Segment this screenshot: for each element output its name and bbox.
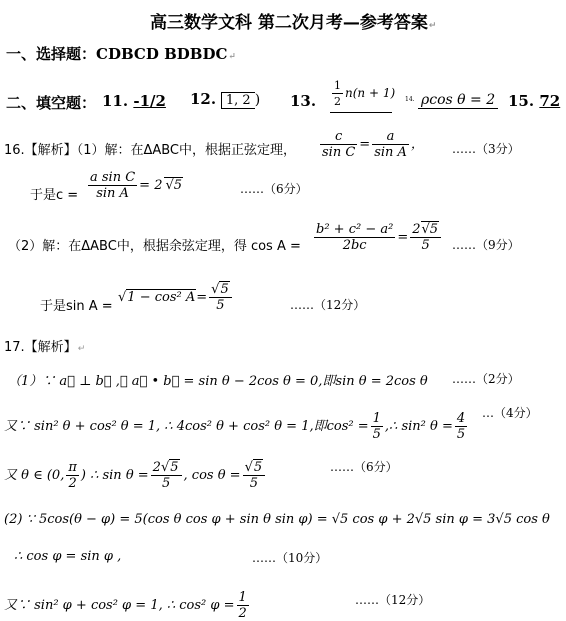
p17-l2-frac1 (371, 411, 383, 442)
p17-l3-pi-num: π (68, 460, 77, 475)
sine-frac-1 (320, 129, 357, 160)
p17-l3-frac2-den: 5 (249, 476, 258, 491)
p16-sine-law (318, 129, 424, 160)
p17-l6-frac (237, 590, 249, 621)
q13-tail: n(n + 1) (345, 86, 396, 100)
p17-l3-b: ) ∴ sin θ = (80, 468, 149, 483)
p17-line4 (4, 512, 550, 527)
p16-l2-text: 于是c = (30, 188, 79, 203)
q14-answer: ρcos θ = 2 (421, 92, 496, 108)
sine-frac-2 (372, 129, 409, 160)
p17-l2-a: 又∵ sin² θ + cos² θ = 1, ∴ 4cos² θ + cos² θ = 1,即cos² = (4, 419, 369, 434)
section-fill (6, 92, 96, 113)
cos-frac-2-num-a: 2 (412, 222, 421, 237)
p16-cos-value (312, 222, 443, 253)
sin-sqrt: 1 − cos² A (127, 290, 196, 305)
p16-score-3: ……（3分） (452, 142, 520, 156)
p17-score-10: ……（10分） (252, 551, 328, 565)
cos-frac (314, 222, 395, 253)
cos-eq: = (397, 230, 409, 245)
page-title (150, 8, 436, 33)
sine-eq: = (359, 137, 371, 152)
p16-line1 (4, 139, 296, 158)
p17-l3-c: , cos θ = (183, 468, 241, 483)
p16-l1-text: （1）解：在ΔABC中，根据正弦定理， (76, 143, 297, 158)
p17-score-2: ……（2分） (452, 372, 520, 386)
q13-answer (330, 78, 396, 113)
sin-eq: = (196, 290, 208, 305)
p17-line1 (8, 370, 428, 389)
p17-line3 (4, 460, 267, 491)
q12-answer: 1, 2 (221, 92, 255, 109)
p17-l3-a: 又 θ ∈ (0, (4, 468, 65, 483)
p16-score-9: ……（9分） (452, 238, 520, 252)
p17-score-4: …（4分） (482, 406, 538, 420)
q13-frac-num: 1 (334, 79, 341, 92)
sine-frac-1-num: c (320, 129, 357, 145)
p16-sin-value: √1 − cos² A= $\frac{√5}{5}$ (118, 282, 234, 313)
p17-l3-pi-den: 2 (68, 476, 77, 491)
section-choice (6, 43, 236, 64)
q11-answer: -1/2 (133, 92, 166, 110)
p16-line3 (8, 235, 301, 254)
p17-score-6: ……（6分） (330, 460, 398, 474)
paragraph-mark: ↵ (228, 52, 236, 62)
cos-frac-2-sqrt: 5 (429, 222, 439, 237)
p17-l3-frac1: $\frac{2√5}{5}$ (151, 460, 182, 491)
answer-13 (290, 92, 316, 110)
answer-14 (418, 92, 498, 109)
cos-frac-den: 2bc (342, 238, 367, 253)
sine-frac-2-den: sin A (374, 145, 407, 160)
p16-c-value: $\frac{\text{a sin C}}{\text{sin A}}$ = 2 √5 (90, 170, 183, 201)
choice-label: 一、选择题： (6, 45, 97, 63)
q14-number (405, 96, 415, 103)
c-frac-num: a sin C (90, 170, 136, 185)
p16-head: 16.【解析】 (4, 143, 77, 158)
p17-score-12: ……（12分） (355, 593, 431, 607)
c-sqrt: 5 (173, 178, 183, 193)
p17-l3-frac2: $\frac{√5}{5}$ (243, 460, 266, 491)
p17-l6-frac-den: 2 (238, 606, 247, 621)
p16-score-6: ……（6分） (240, 182, 308, 196)
p17-l4-text: (2) ∵ 5cos(θ − φ) = 5(cos θ cos φ + sin θ sin φ) = √5 cos φ + 2√5 sin φ = 3√5 cos θ (4, 512, 550, 527)
c-frac-den: sin A (96, 186, 129, 201)
paragraph-mark: ↵ (77, 344, 86, 354)
q15-answer: 72 (539, 92, 561, 110)
answer-15 (508, 92, 560, 110)
p17-l3-pi (66, 460, 79, 491)
p17-l3-frac2-sqrt: 5 (253, 460, 263, 475)
q11-number: 11. (102, 92, 129, 110)
answer-11 (102, 92, 166, 110)
p16-line4 (40, 295, 113, 314)
p17-l5-text: ∴ cos φ = sin φ , (14, 549, 122, 564)
sin-frac: $\frac{√5}{5}$ (209, 282, 232, 313)
p17-l1-text: （1）∵ a⃗ ⊥ b⃗ ,∴ a⃗ • b⃗ = sin θ − 2cos θ = 0,即sin θ = 2cos θ (8, 374, 428, 389)
fill-label: 二、填空题： (6, 94, 97, 112)
c-result: = 2 (139, 178, 163, 193)
p16-l4-text: 于是sin A = (40, 299, 113, 314)
q15-number: 15. (508, 92, 535, 110)
p17-l6-a: 又∵ sin² φ + cos² φ = 1, ∴ cos² φ = (4, 598, 235, 613)
choice-answers: CDBCD BDBDC (96, 45, 228, 63)
answer-12: 12. 1, 2 ) (190, 90, 261, 108)
q13-fraction (332, 78, 343, 109)
cos-frac-2: $\frac{2√5}{5}$ (410, 222, 441, 253)
p17-l3-frac1-num-a: 2 (152, 460, 161, 475)
p16-line2 (30, 184, 78, 203)
p17-l2-frac1-den: 5 (372, 427, 381, 442)
sine-comma: ， (410, 137, 424, 152)
p17-line2 (4, 411, 469, 442)
p17-l2-frac1-num: 1 (372, 411, 381, 426)
p16-l3-text: （2）解：在ΔABC中，根据余弦定理，得 cos A = (8, 239, 301, 254)
q13-frac-den: 2 (334, 95, 341, 108)
paragraph-mark: ↵ (428, 21, 437, 31)
q14-label: 14. (405, 96, 415, 103)
p17-head-text: 17.【解析】 (4, 340, 77, 355)
p17-l3-frac1-sqrt: 5 (170, 460, 179, 475)
p17-l2-frac2-den: 5 (456, 427, 466, 442)
sin-frac-den: 5 (216, 298, 225, 313)
sine-frac-2-num: a (372, 129, 409, 145)
p17-l3-frac1-den: 5 (161, 476, 171, 491)
p17-l6-frac-num: 1 (238, 590, 247, 605)
p17-line5 (14, 549, 121, 564)
cos-frac-2-den: 5 (421, 238, 430, 253)
title-text: 高三数学文科 第二次月考—参考答案 (150, 13, 428, 33)
q12-number: 12. (190, 90, 217, 108)
p17-l2-frac2-num: 4 (456, 411, 466, 426)
p17-l2-frac2 (455, 411, 467, 442)
p16-score-12: ……（12分） (290, 298, 366, 312)
cos-frac-num: b² + c² − a² (316, 222, 394, 237)
p17-line6 (4, 590, 251, 621)
c-frac (88, 170, 137, 201)
p17-head (4, 336, 85, 355)
p17-l2-b: ,∴ sin² θ = (384, 419, 453, 434)
sine-frac-1-den: sin C (322, 145, 356, 160)
sin-frac-sqrt: 5 (220, 282, 229, 297)
q13-number: 13. (290, 92, 317, 110)
